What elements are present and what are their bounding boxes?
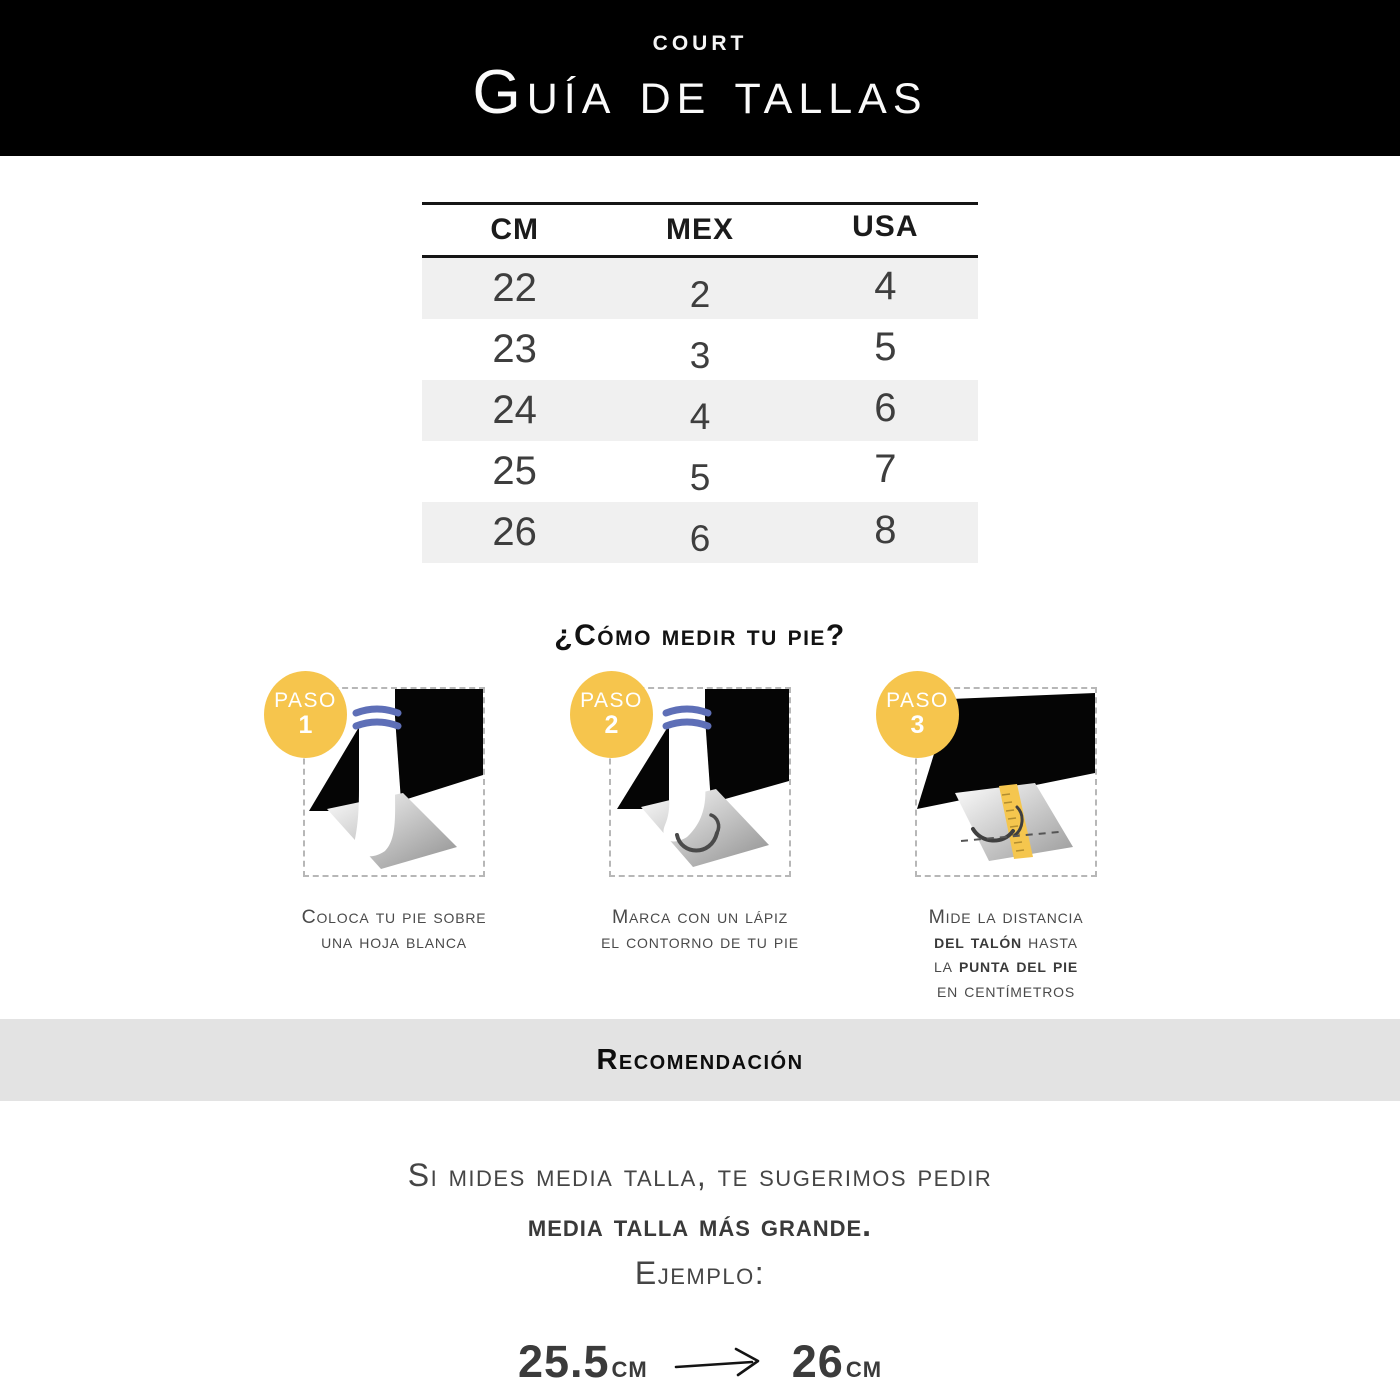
table-cell: 26 bbox=[492, 510, 537, 554]
table-cell: 4 bbox=[874, 264, 897, 308]
example-to-value: 26 bbox=[791, 1336, 844, 1388]
advice-line-2 bbox=[0, 1207, 1400, 1244]
table-row bbox=[422, 258, 978, 319]
header-cell-usa: USA bbox=[852, 210, 919, 243]
caption-bold: punta del pie bbox=[958, 955, 1078, 978]
table-body bbox=[422, 258, 978, 563]
table-row bbox=[422, 319, 978, 380]
step-3-caption bbox=[929, 905, 1084, 1003]
step-2-caption bbox=[601, 905, 799, 954]
advice-block bbox=[0, 1157, 1400, 1292]
table-cell: 22 bbox=[492, 266, 537, 310]
table-cell: 5 bbox=[689, 456, 711, 498]
table-row bbox=[422, 502, 978, 563]
example-row bbox=[0, 1336, 1400, 1388]
step-1-illustration-box bbox=[274, 687, 485, 877]
table-cell: 5 bbox=[874, 325, 897, 369]
badge-step-number: 2 bbox=[604, 711, 619, 740]
caption-line: una hoja blanca bbox=[321, 930, 467, 953]
steps-row bbox=[0, 687, 1400, 1003]
caption-line: Coloca tu pie sobre bbox=[301, 906, 487, 928]
step-1-badge bbox=[264, 671, 347, 758]
recommendation-band bbox=[0, 1019, 1400, 1101]
table-header-row bbox=[422, 202, 978, 258]
header-cell-mex: MEX bbox=[665, 213, 734, 246]
arrow-right-icon bbox=[674, 1345, 766, 1379]
page-title: Guía de tallas bbox=[472, 58, 928, 127]
caption-line: Marca con un lápiz bbox=[611, 906, 789, 928]
step-2 bbox=[564, 687, 836, 1003]
recommendation-title: Recomendación bbox=[596, 1043, 804, 1076]
table-cell: 23 bbox=[492, 327, 537, 371]
table-cell: 2 bbox=[689, 273, 711, 315]
caption-line: en centímetros bbox=[937, 979, 1075, 1002]
step-3 bbox=[870, 687, 1142, 1003]
table-row bbox=[422, 380, 978, 441]
example-from-unit: cm bbox=[611, 1349, 648, 1385]
badge-step-number: 1 bbox=[298, 711, 313, 740]
badge-step-label: PASO bbox=[580, 689, 643, 713]
example-from-value: 25.5 bbox=[517, 1336, 610, 1388]
badge-step-label: PASO bbox=[886, 689, 949, 713]
step-3-badge bbox=[876, 671, 959, 758]
advice-line-3: Ejemplo: bbox=[634, 1255, 766, 1292]
example-to-unit: cm bbox=[845, 1349, 883, 1385]
badge-step-number: 3 bbox=[910, 711, 925, 740]
table-cell: 24 bbox=[492, 388, 537, 432]
advice-line-1: Si mides media talla, te sugerimos pedir bbox=[407, 1157, 993, 1194]
header bbox=[0, 0, 1400, 156]
step-2-illustration-box bbox=[580, 687, 791, 877]
header-cell-cm: CM bbox=[490, 213, 539, 246]
table-cell: 8 bbox=[874, 508, 897, 552]
caption-line: el contorno de tu pie bbox=[601, 930, 799, 953]
advice-bold: media talla más grande bbox=[527, 1207, 863, 1244]
table-cell: 4 bbox=[689, 395, 711, 437]
table-cell: 25 bbox=[492, 449, 537, 493]
badge-step-label: PASO bbox=[274, 689, 337, 713]
step-1 bbox=[258, 687, 530, 1003]
table-cell: 7 bbox=[874, 447, 897, 491]
table-row bbox=[422, 441, 978, 502]
brand-logo: COURT bbox=[652, 32, 748, 55]
step-2-badge bbox=[570, 671, 653, 758]
caption-line: la bbox=[934, 955, 959, 978]
step-1-caption bbox=[302, 905, 487, 954]
table-cell: 6 bbox=[874, 386, 897, 430]
advice-period: . bbox=[862, 1207, 873, 1244]
table-cell: 6 bbox=[689, 517, 711, 559]
caption-line: hasta bbox=[1021, 930, 1078, 953]
example-to bbox=[792, 1336, 882, 1388]
table-cell: 3 bbox=[689, 334, 711, 376]
caption-bold: del talón bbox=[934, 930, 1022, 953]
example-from bbox=[518, 1336, 648, 1388]
how-to-heading: ¿Cómo medir tu pie? bbox=[554, 619, 846, 652]
step-3-illustration-box bbox=[886, 687, 1097, 877]
size-table bbox=[422, 202, 978, 563]
caption-line: Mide la distancia bbox=[928, 906, 1084, 928]
